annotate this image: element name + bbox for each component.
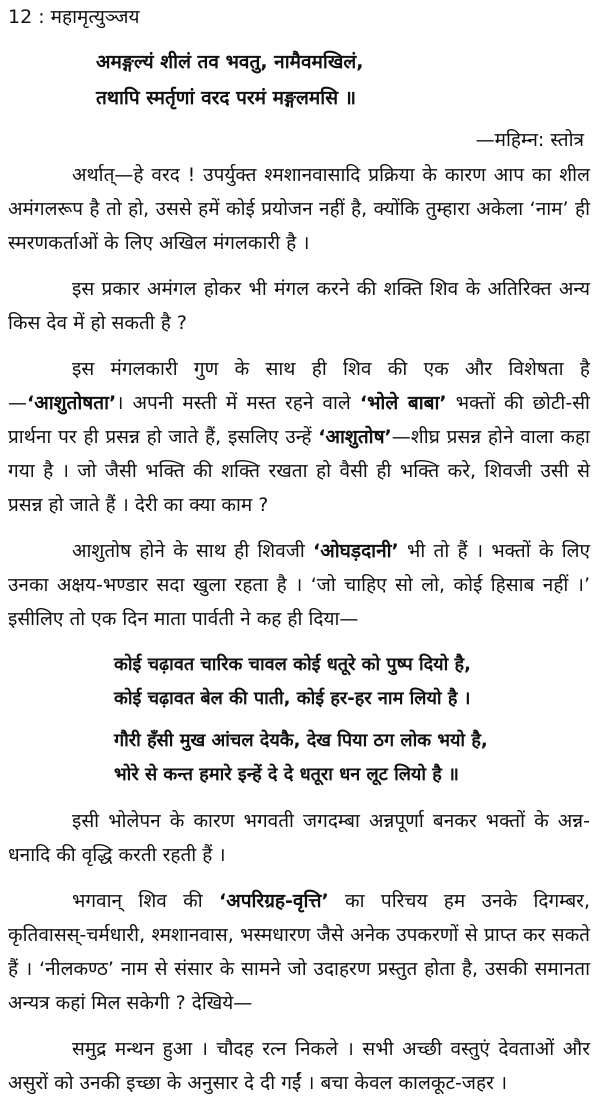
- bold-term: ‘आशुतोष’: [318, 426, 392, 448]
- paragraph-aparigraha: भगवान् शिव की ‘अपरिग्रह-वृत्ति’ का परिचय हम उनके दिगम्बर, कृतिवासस्-चर्मधारी, श्मशानवास, भस्मधारण जैसे अनेक उपकरणों से प्राप्त कर सकते हैं । ‘नीलकण्ठ’ नाम से संसार के सामने जो उदाहरण प्रस्तुत होता है, उसकी समानता अन्यत्र कहां मिल सकेगी ? देखिये—: [8, 890, 590, 1014]
- paragraph-meaning: अर्थात्—हे वरद ! उपर्युक्त श्मशानवासादि प्रक्रिया के कारण आप का शील अमंगलरूप है तो हो, उससे हमें कोई प्रयोजन नहीं है, क्योंकि तुम्हारा अकेला ‘नाम’ ही स्मरणकर्ताओं के लिए अखिल मंगलकारी है ।: [8, 164, 590, 254]
- poem-line: भोरे से कन्त हमारे इन्हें दे दे धतूरा धन लूट लियो है ॥: [114, 764, 459, 785]
- poem-line: गौरी हँसी मुख आंचल देयकै, देख पिया ठग लोक भयो है,: [114, 730, 488, 751]
- paragraph-question: इस प्रकार अमंगल होकर भी मंगल करने की शक्ति शिव के अतिरिक्त अन्य किस देव में हो सकती है ?: [8, 278, 590, 334]
- poem-line: कोई चढ़ावत बेल की पाती, कोई हर-हर नाम लियो है ।: [114, 688, 471, 709]
- paragraph-ashutoshta: इस मंगलकारी गुण के साथ ही शिव की एक और विशेषता है—‘आशुतोषता’। अपनी मस्ती में मस्त रहने वाले ‘भोले बाबा’ भक्तों की छोटी-सी प्रार्थना पर ही प्रसन्न हो जाते हैं, इसलिए उन्हें ‘आशुतोष’—शीघ्र प्रसन्न होने वाला कहा गया है । जो जैसी भक्ति की शक्ति रखता हो वैसी ही भक्ति करे, शिवजी उसी से प्रसन्न हो जाते हैं । देरी का क्या काम ?: [8, 358, 590, 516]
- poem-line: कोई चढ़ावत चारिक चावल कोई धतूरे को पुष्प दियो है,: [114, 654, 471, 675]
- poem-block: [8, 648, 590, 792]
- bold-term: ‘भोले बाबा’: [359, 392, 447, 414]
- paragraph-oghaddani: आशुतोष होने के साथ ही शिवजी ‘ओघड़दानी’ भी तो हैं । भक्तों के लिए उनका अक्षय-भण्डार सदा खुला रहता है । ‘जो चाहिए सो लो, कोई हिसाब नहीं ।’ इसीलिए तो एक दिन माता पार्वती ने कह ही दिया—: [8, 540, 591, 630]
- bold-term: ‘आशुतोषता’: [27, 392, 117, 414]
- poem-stanza: [114, 724, 590, 792]
- verse-line: तथापि स्मर्तृणां वरद परमं मङ्गलमसि ॥: [96, 87, 357, 109]
- paragraph-annapurna: इसी भोलेपन के कारण भगवती जगदम्बा अन्नपूर्णा बनकर भक्तों के अन्न-धनादि की वृद्धि करती रहती हैं ।: [8, 810, 590, 866]
- bold-term: ‘ओघड़दानी’: [313, 540, 399, 562]
- verse-source: —महिम्न: स्तोत्र: [475, 129, 584, 151]
- paragraph-samudra-manthan: समुद्र मन्थन हुआ । चौदह रत्न निकले । सभी अच्छी वस्तुएं देवताओं और असुरों को उनकी इच्छा के अनुसार दे दी गईं । बचा केवल कालकूट-जहर ।: [8, 1038, 590, 1094]
- bold-term: ‘अपरिग्रह-वृत्ति’: [218, 890, 329, 912]
- page-header: 12 : महामृत्युञ्जय: [8, 6, 140, 28]
- verse-line: अमङ्गल्यं शीलं तव भवतु, नामैवमखिलं,: [96, 51, 364, 73]
- poem-stanza: [114, 648, 590, 716]
- sanskrit-verse: [8, 44, 590, 116]
